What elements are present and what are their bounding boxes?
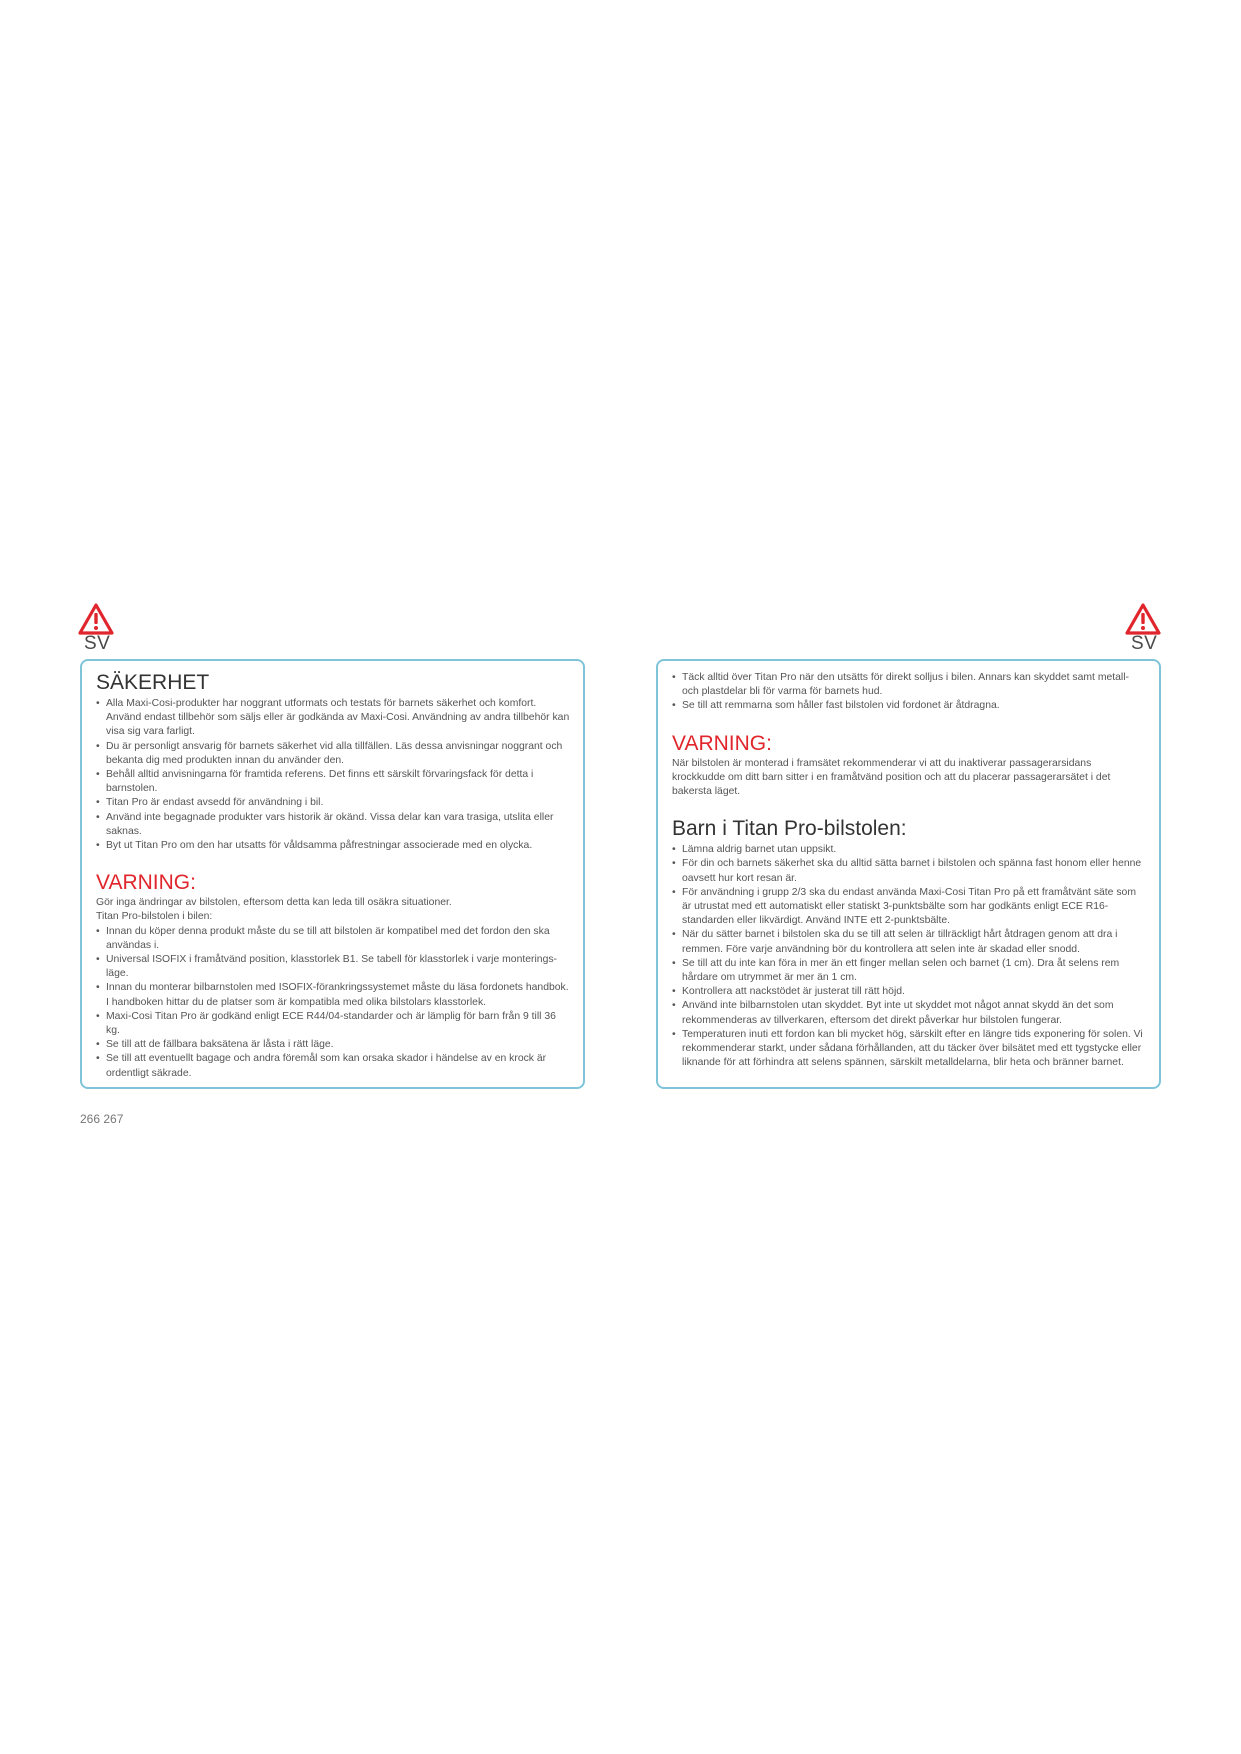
section-title-child: Barn i Titan Pro-bilstolen:	[672, 817, 907, 841]
safety-box-left	[80, 659, 585, 1089]
list-item: • Se till att de fällbara baksätena är låsta i rätt läge.	[96, 1038, 571, 1052]
section-title-warning: VARNING:	[96, 871, 196, 895]
list-item: • Använd inte bilbarnstolen utan skyddet. Byt inte ut skyddet mot något annat skydd än det som rekommenderas av tillverkaren, eftersom det direkt påverkar hur bilstolen fungerar.	[672, 999, 1147, 1027]
list-item: • Universal ISOFIX i framåtvänd position, klasstorlek B1. Se tabell för klasstorlek i varje monterings-läge.	[96, 953, 571, 981]
list-item: • Se till att du inte kan föra in mer än ett finger mellan selen och barnet (1 cm). Dra åt selens rem hårdare om utrymmet är mer än 1 cm.	[672, 957, 1147, 985]
list-item: • Täck alltid över Titan Pro när den utsätts för direkt solljus i bilen. Annars kan skyddet samt metall- och plastdelar bli för varma för barnets hud.	[672, 671, 1147, 699]
list-item: • För användning i grupp 2/3 ska du endast använda Maxi-Cosi Titan Pro på ett framåtvänt säte som är utrustat med ett automatiskt eller statiskt 3-punktsbälte som har godkänts enligt ECE R16-standarden eller likvärdigt. Använd INTE ett 2-punktsbälte.	[672, 886, 1147, 929]
list-item: • Alla Maxi-Cosi-produkter har noggrant utformats och testats för barnets säkerhet och komfort. Använd endast tillbehör som säljs eller är godkända av Maxi-Cosi. Användning av andra tillbehör kan visa sig vara farligt.	[96, 697, 571, 740]
list-item: • Du är personligt ansvarig för barnets säkerhet vid alla tillfällen. Läs dessa anvisningar noggrant och bekanta dig med produkten innan du använder den.	[96, 740, 571, 768]
page-numbers: 266 267	[80, 1112, 124, 1126]
list-item: • För din och barnets säkerhet ska du alltid sätta barnet i bilstolen och spänna fast honom eller henne oavsett hur kort resan är.	[672, 857, 1147, 885]
list-item: • Innan du monterar bilbarnstolen med ISOFIX-förankringssystemet måste du läsa fordonets handbok. I handboken hittar du de platser som är kompatibla med olika bilstolars klasstorlek.	[96, 981, 571, 1009]
sun-cover-bullet-list	[672, 671, 1147, 714]
section-title-safety: SÄKERHET	[96, 671, 210, 694]
airbag-warning-text: När bilstolen är monterad i framsätet rekommenderar vi att du inaktiverar passagerarsidans krockkudde om ditt barn sitter i en framåtvänd position och att du placerar passagerarsätet i det bakersta läget.	[672, 757, 1111, 798]
warning-triangle-icon	[78, 603, 114, 635]
child-bullet-list	[672, 843, 1147, 1070]
list-item: • Lämna aldrig barnet utan uppsikt.	[672, 843, 1147, 857]
list-item: • Se till att remmarna som håller fast bilstolen vid fordonet är åtdragna.	[672, 699, 1147, 713]
list-item: • Maxi-Cosi Titan Pro är godkänd enligt ECE R44/04-standarder och är lämplig för barn från 9 till 36 kg.	[96, 1010, 571, 1038]
list-item: • Titan Pro är endast avsedd för användning i bil.	[96, 796, 571, 810]
warning-bullet-list	[96, 925, 571, 1081]
warning-intro: Gör inga ändringar av bilstolen, eftersom detta kan leda till osäkra situationer.	[96, 897, 452, 909]
warning-subheading: Titan Pro-bilstolen i bilen:	[96, 911, 213, 923]
list-item: • Använd inte begagnade produkter vars historik är okänd. Vissa delar kan vara trasiga, utslita eller saknas.	[96, 811, 571, 839]
safety-bullet-list	[96, 697, 571, 853]
warning-triangle-icon	[1125, 603, 1161, 635]
list-item: • Temperaturen inuti ett fordon kan bli mycket hög, särskilt efter en längre tids exponering för solen. Vi rekommenderar starkt, under sådana förhållanden, att du täcker över bilsätet med ett tygstycke eller liknande för att förhindra att selens spännen, särskilt metalldelarna, blir heta och bränner barnet.	[672, 1028, 1147, 1071]
language-code-right: SV	[1131, 633, 1158, 654]
list-item: • Se till att eventuellt bagage och andra föremål som kan orsaka skador i händelse av en krock är ordentligt säkrade.	[96, 1052, 571, 1080]
list-item: • Byt ut Titan Pro om den har utsatts för våldsamma påfrestningar associerade med en olycka.	[96, 839, 571, 853]
list-item: • När du sätter barnet i bilstolen ska du se till att selen är tillräckligt hårt åtdragen genom att dra i remmen. Före varje användning bör du kontrollera att selen inte är skadad eller snodd.	[672, 928, 1147, 956]
language-code-left: SV	[84, 633, 111, 654]
list-item: • Behåll alltid anvisningarna för framtida referens. Det finns ett särskilt förvaringsfack för detta i barnstolen.	[96, 768, 571, 796]
list-item: • Innan du köper denna produkt måste du se till att bilstolen är kompatibel med det fordon den ska användas i.	[96, 925, 571, 953]
list-item: • Kontrollera att nackstödet är justerat till rätt höjd.	[672, 985, 1147, 999]
safety-box-right	[656, 659, 1161, 1089]
section-title-warning: VARNING:	[672, 731, 772, 755]
